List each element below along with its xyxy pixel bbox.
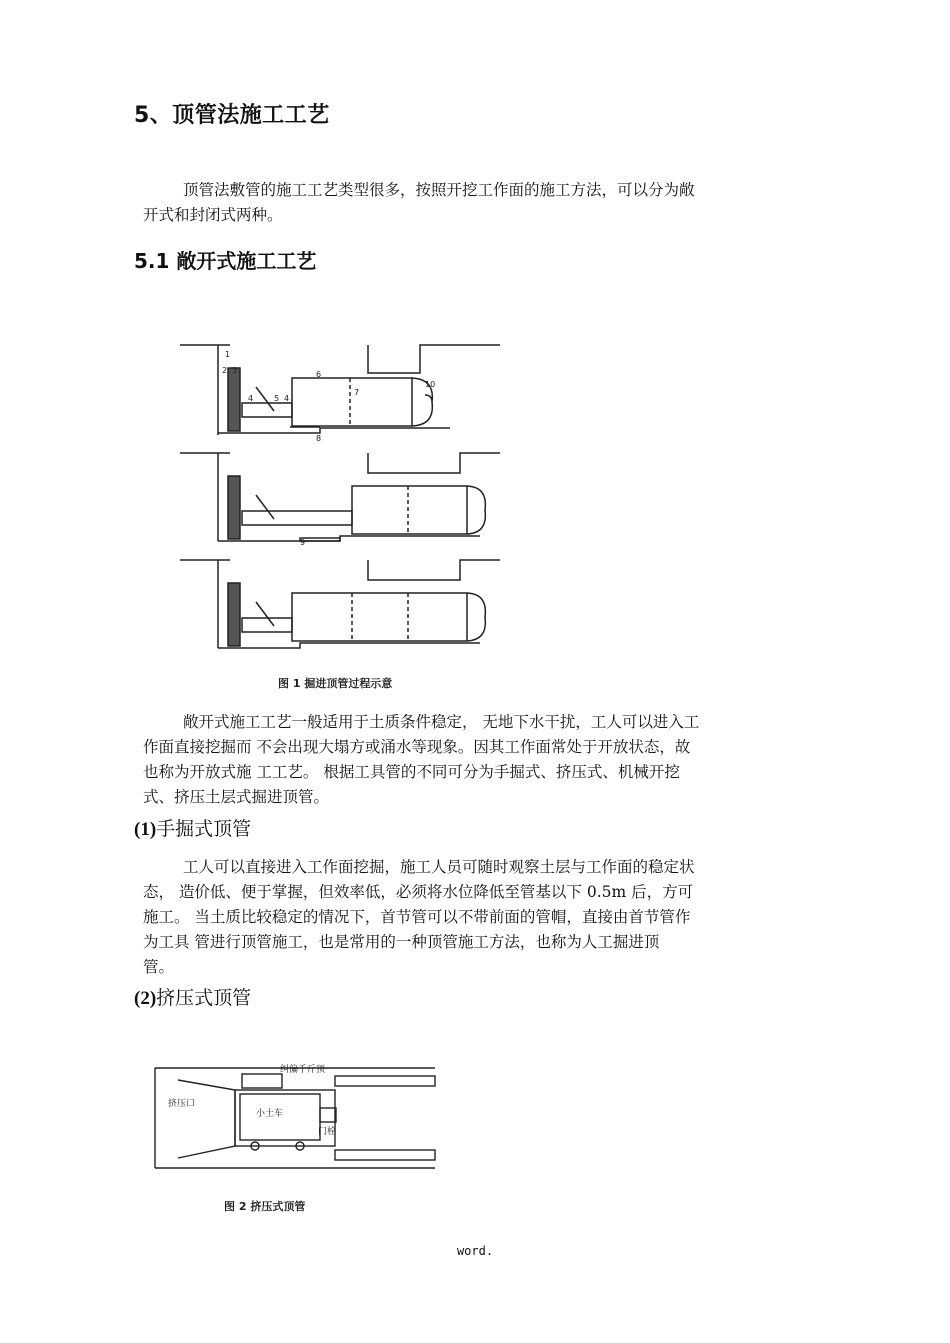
figure-label: 4: [284, 394, 290, 403]
figure-label: 3: [232, 366, 238, 375]
text-line: 顶管法敷管的施工工艺类型很多，按照开挖工作面的施工方法，可以分为敞: [183, 181, 695, 199]
subheading-number: (2): [134, 988, 157, 1009]
page-footer: word.: [456, 1244, 494, 1258]
stage-2: [180, 453, 500, 541]
text-line: 作面直接挖掘而 不会出现大塌方或涌水等现象。因其工作面常处于开放状态，故: [143, 738, 691, 756]
subheading-number: (1): [134, 819, 157, 840]
figure-2-diagram: [150, 1058, 440, 1178]
figure-2-caption: 图 2 挤压式顶管: [224, 1200, 306, 1213]
stage-3: [180, 560, 500, 648]
text-line: 为工具 管进行顶管施工，也是常用的一种顶管施工方法，也称为人工掘进顶: [143, 933, 660, 951]
text-line: 也称为开放式施 工工艺。 根据工具管的不同可分为手掘式、挤压式、机械开挖: [143, 763, 680, 781]
text-line: 管。: [143, 958, 175, 976]
figure-label: 门栓: [318, 1127, 337, 1137]
figure-label: 小土车: [256, 1109, 284, 1119]
subheading-extrusion: [134, 983, 251, 1010]
text-line: 敞开式施工工艺一般适用于土质条件稳定， 无地下水干扰，工人可以进入工: [183, 713, 700, 731]
figure-label: 5: [274, 394, 280, 403]
text-line: 开式和封闭式两种。: [143, 206, 283, 224]
subheading-text: 手掘式顶管: [156, 818, 252, 840]
figure-label: 7: [354, 388, 360, 397]
subheading-text: 挤压式顶管: [156, 987, 252, 1009]
figure-label: 1: [225, 350, 231, 359]
figure-label: 9: [300, 538, 306, 547]
figure-1-diagram: [170, 335, 510, 675]
figure-label: 2: [222, 366, 228, 375]
figure-label: 挤压口: [168, 1099, 196, 1109]
figure-1-caption: 图 1 掘进顶管过程示意: [278, 677, 393, 690]
manual-method-paragraph: [143, 855, 823, 980]
section-title: 5、顶管法施工工艺: [134, 103, 330, 128]
subsection-title: 5.1 敞开式施工工艺: [134, 249, 317, 273]
figure-label: 6: [316, 370, 322, 379]
text-line: 式、挤压土层式掘进顶管。: [143, 788, 330, 806]
figure-label: 4: [248, 394, 254, 403]
figure-label: 8: [316, 434, 322, 443]
intro-paragraph: [143, 178, 823, 228]
text-line: 工人可以直接进入工作面挖掘，施工人员可随时观察土层与工作面的稳定状: [183, 858, 695, 876]
figure-label: 10: [425, 380, 436, 389]
subheading-manual: [134, 814, 251, 841]
open-method-paragraph: [143, 710, 823, 810]
figure-label: 纠偏千斤顶: [280, 1065, 326, 1075]
text-line: 态， 造价低、便于掌握，但效率低，必须将水位降低至管基以下 0.5m 后，方可: [143, 883, 694, 901]
text-line: 施工。 当土质比较稳定的情况下，首节管可以不带前面的管帽，直接由首节管作: [143, 908, 691, 926]
